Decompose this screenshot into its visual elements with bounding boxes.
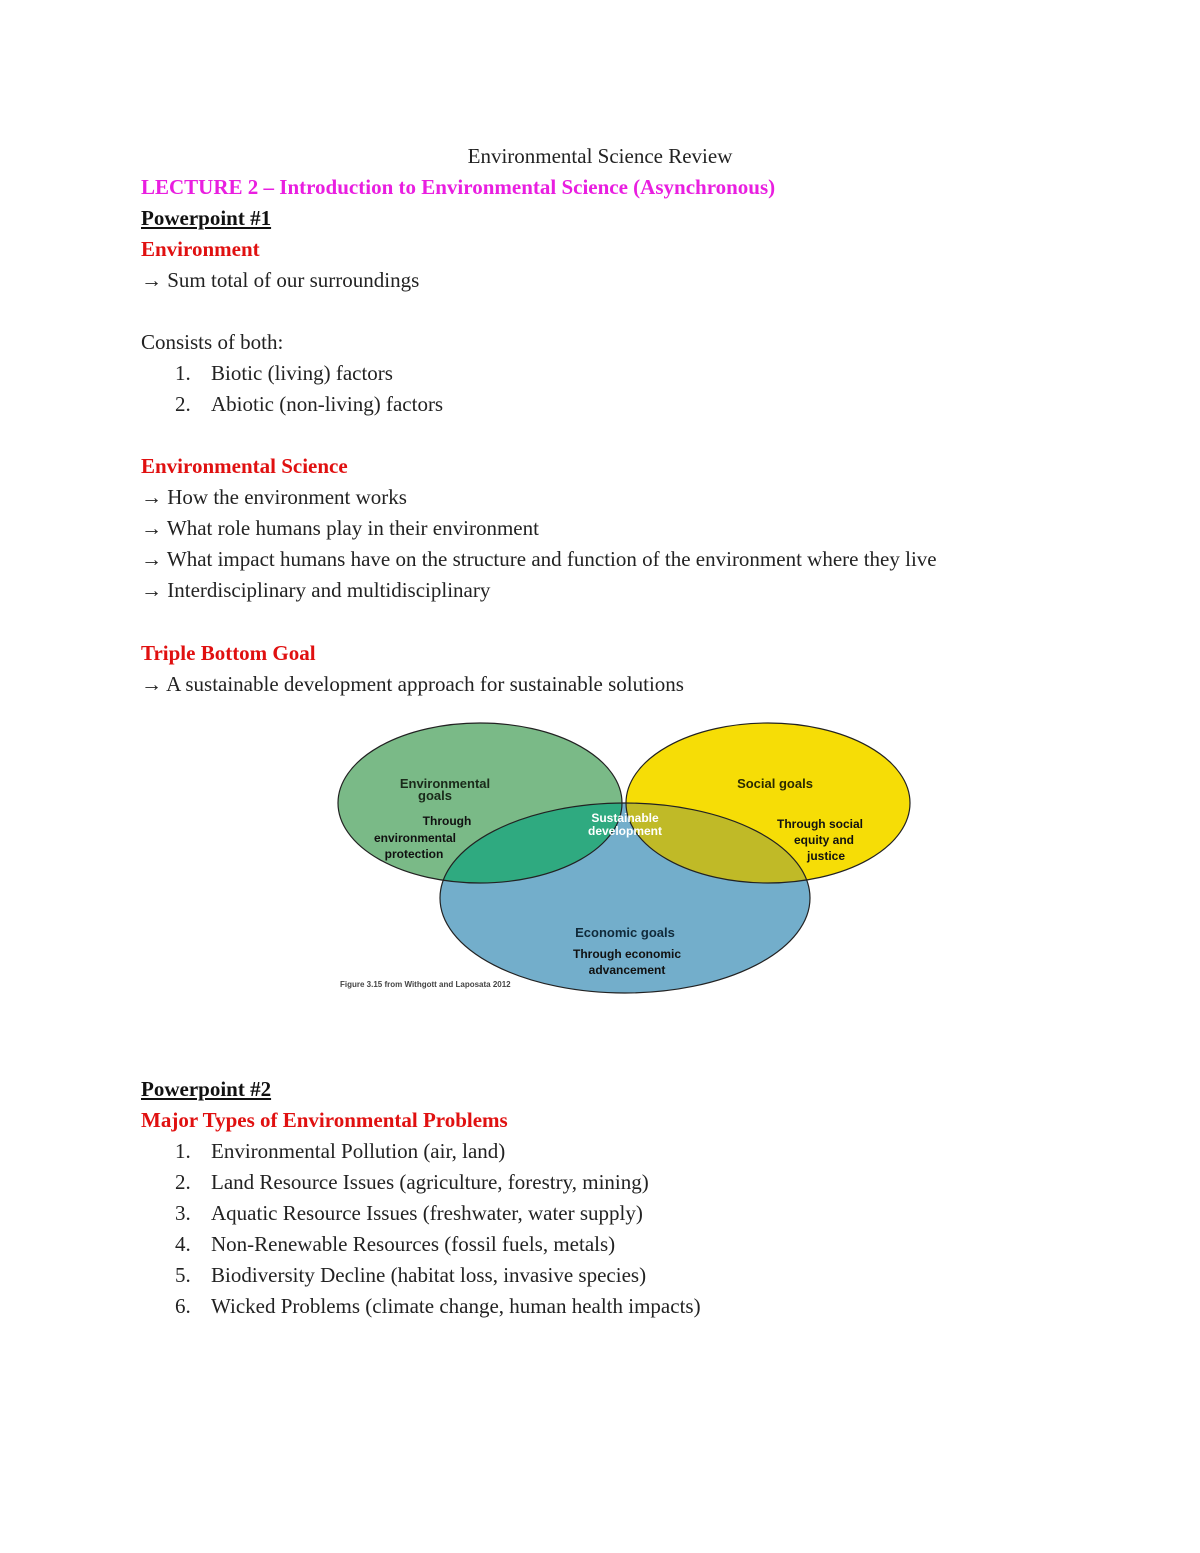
econ-goals-sub: Through economic bbox=[573, 947, 681, 961]
env-goals-sub: protection bbox=[384, 847, 444, 861]
env-science-point: → What impact humans have on the structure and function of the environment where they live bbox=[141, 547, 937, 571]
social-goals-sub: Through social bbox=[776, 817, 864, 831]
problem-item: Non-Renewable Resources (fossil fuels, metals) bbox=[211, 1232, 616, 1256]
problem-number: 6. bbox=[175, 1294, 191, 1318]
powerpoint-1-heading: Powerpoint #1 bbox=[141, 206, 272, 230]
problems-heading: Major Types of Environmental Problems bbox=[141, 1108, 508, 1132]
problem-number: 3. bbox=[175, 1201, 191, 1225]
powerpoint-2-heading: Powerpoint #2 bbox=[141, 1077, 272, 1101]
env-science-heading: Environmental Science bbox=[141, 454, 348, 478]
environment-definition: → Sum total of our surroundings bbox=[141, 268, 420, 292]
problem-number: 5. bbox=[175, 1263, 191, 1287]
triple-bottom-heading: Triple Bottom Goal bbox=[141, 641, 316, 665]
center-label: Sustainable bbox=[591, 811, 659, 825]
env-goals-title: Environmental bbox=[399, 776, 491, 791]
document-title: Environmental Science Review bbox=[467, 144, 733, 168]
problem-item: Wicked Problems (climate change, human health impacts) bbox=[211, 1294, 701, 1318]
diagram-caption: Figure 3.15 from Withgott and Laposata 2012 bbox=[340, 980, 511, 989]
problem-number: 2. bbox=[175, 1170, 191, 1194]
factor-item: Biotic (living) factors bbox=[211, 361, 393, 385]
env-science-point: → How the environment works bbox=[141, 485, 407, 509]
econ-goals-sub: advancement bbox=[588, 963, 666, 977]
social-goals-sub: justice bbox=[806, 849, 846, 863]
factor-item: Abiotic (non-living) factors bbox=[211, 392, 444, 416]
consists-of-label: Consists of both: bbox=[141, 330, 284, 354]
econ-goals-title: Economic goals bbox=[575, 925, 675, 940]
factor-number: 2. bbox=[175, 392, 191, 416]
problem-item: Aquatic Resource Issues (freshwater, water supply) bbox=[211, 1201, 643, 1225]
social-goals-title: Social goals bbox=[737, 776, 813, 791]
problem-item: Environmental Pollution (air, land) bbox=[211, 1139, 506, 1163]
factor-number: 1. bbox=[175, 361, 191, 385]
env-goals-sub: environmental bbox=[373, 831, 457, 845]
env-goals-title: goals bbox=[418, 788, 452, 803]
env-science-point: → What role humans play in their environment bbox=[141, 516, 539, 540]
lecture-heading: LECTURE 2 – Introduction to Environmental Science (Asynchronous) bbox=[141, 175, 776, 199]
env-goals-sub: Through bbox=[422, 814, 472, 828]
environment-heading: Environment bbox=[141, 237, 260, 261]
env-science-point: → Interdisciplinary and multidisciplinary bbox=[141, 578, 491, 602]
problem-number: 1. bbox=[175, 1139, 191, 1163]
center-label: development bbox=[587, 824, 663, 838]
problem-item: Biodiversity Decline (habitat loss, invasive species) bbox=[211, 1263, 647, 1287]
problem-item: Land Resource Issues (agriculture, forestry, mining) bbox=[211, 1170, 649, 1194]
sustainability-venn-diagram bbox=[335, 718, 915, 998]
problem-number: 4. bbox=[175, 1232, 191, 1256]
social-goals-sub: equity and bbox=[793, 833, 855, 847]
triple-bottom-point: → A sustainable development approach for sustainable solutions bbox=[141, 672, 684, 696]
